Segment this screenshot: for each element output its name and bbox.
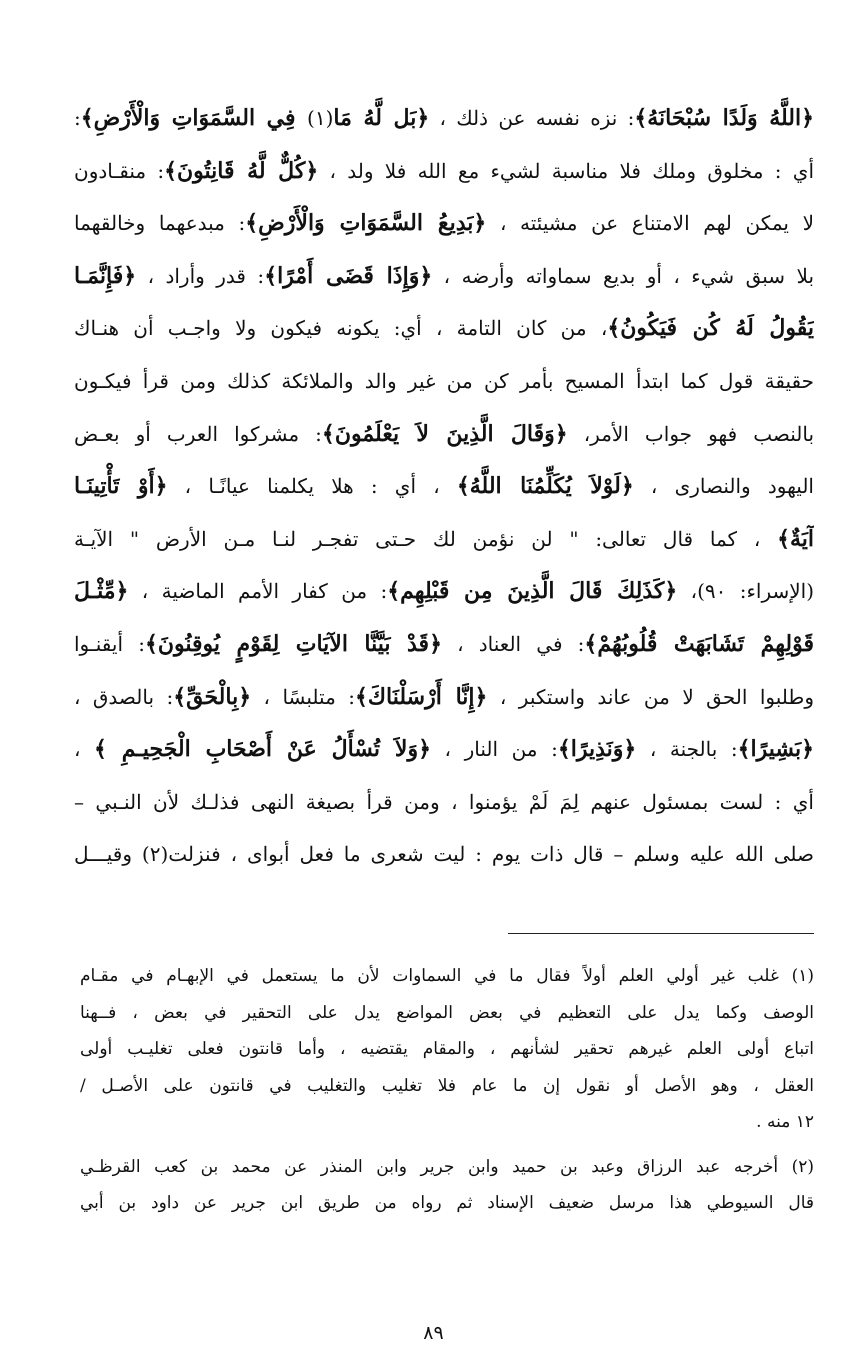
text-line	[74, 460, 814, 513]
quran-verse: ﴿وَلاَ تُسْأَلُ عَنْ أَصْحَابِ الْجَحِيـمِ ﴾	[94, 736, 431, 763]
footnote-line: اتباع أولى العلم غيرهم تحقير لشأنهم ، والمقام يقتضيه ، وأما قانتون فعلى تغليـب أولى	[80, 1039, 814, 1059]
footnote-line: الوصف وكما يدل على التعظيم في بعض المواضع يدل على التحقير في بعض ، فــهنا	[80, 1002, 814, 1023]
text-line	[74, 408, 814, 461]
footnote-divider	[508, 933, 814, 934]
text-line	[74, 723, 814, 776]
commentary-text: وطلبوا الحق لا من عاند واستكبر ،	[487, 684, 814, 709]
text-line	[74, 250, 814, 303]
quran-verse: ﴿بِالْحَقِّ﴾	[173, 683, 252, 710]
text-line	[74, 513, 814, 566]
quran-verse: ﴿لَوْلاَ يُكَلِّمُنَا اللَّهُ﴾	[456, 473, 634, 500]
commentary-text: : من كفار الأمم الماضية ،	[128, 579, 388, 604]
footnote-line: ١٢ منه .	[756, 1112, 814, 1132]
commentary-text: أي : مخلوق وملك فلا مناسبة لشيء مع الله فلا ولد ،	[318, 158, 814, 183]
commentary-text: : مبدعهما وخالقهما	[74, 211, 246, 236]
commentary-text: ، كما قال تعالى: " لن نؤمن لك حـتى تفجـر لنـا مـن الأرض " الآيـة	[74, 526, 778, 551]
commentary-text: ،	[74, 737, 95, 762]
quran-verse: آيَةٌ﴾	[777, 525, 814, 552]
text-line	[74, 92, 814, 145]
quran-verse: ﴿وَإِذَا قَضَى أَمْرًا﴾	[264, 262, 433, 289]
commentary-text: : بالصدق ،	[74, 684, 174, 709]
commentary-text: (الإسراء: ٩٠)،	[677, 579, 814, 604]
commentary-text: : قدر وأراد ،	[136, 263, 265, 288]
footnote-line: العقل ، وهو الأصل أو نقول إن ما عام فلا تغليب والتغليب في قانتون على الأصـل /	[80, 1075, 814, 1096]
commentary-text: :	[74, 106, 81, 130]
commentary-text: حقيقة قول كما ابتدأ المسيح بأمر كن من غير والد والملائكة كذلك ومن قرأ فيكـون	[74, 368, 814, 393]
commentary-text: : منقـادون	[74, 158, 165, 183]
commentary-text: (١)	[307, 106, 334, 130]
quran-verse: ﴿قَدْ بَيَّنَّا الآيَاتِ لِقَوْمٍ يُوقِنُونَ﴾	[144, 630, 442, 657]
text-line	[74, 618, 814, 671]
quran-verse: ﴿وَقَالَ الَّذِينَ لاَ يَعْلَمُونَ﴾	[321, 420, 568, 447]
commentary-text: : نزه نفسه عن ذلك ،	[429, 106, 635, 130]
quran-verse: قَوْلِهِمْ تَشَابَهَتْ قُلُوبُهُمْ﴾	[584, 630, 814, 657]
quran-verse: ﴿بَل لَّهُ مَا	[333, 105, 430, 131]
quran-verse: يَقُولُ لَهُ كُن فَيَكُونُ﴾	[607, 315, 814, 342]
text-line	[74, 828, 814, 881]
text-line	[74, 302, 814, 355]
quran-verse: ﴿وَنَذِيرًا﴾	[557, 736, 637, 763]
quran-verse: ﴿اللَّهُ وَلَدًا سُبْحَانَهُ﴾	[634, 105, 814, 131]
commentary-text: ، من كان التامة ، أي: يكونه فيكون ولا واجـب أن هنـاك	[74, 316, 608, 341]
text-line	[74, 671, 814, 724]
main-text-body	[74, 92, 814, 881]
quran-verse: ﴿بَدِيعُ السَّمَوَاتِ وَالْأَرْضِ﴾	[245, 210, 487, 237]
text-line	[74, 355, 814, 408]
commentary-text: ، أي : هلا يكلمنا عيانًـا ،	[167, 474, 457, 499]
commentary-text: وقيـــل	[74, 842, 142, 867]
commentary-text: أي : لست بمسئول عنهم لِمَ لَمْ يؤمنوا ، ومن قرأ بصيغة النهى فذلـك لأن النـبي –	[74, 789, 814, 814]
page-number: ٨٩	[423, 1322, 444, 1344]
quran-verse: ﴿بَشِيرًا﴾	[737, 736, 814, 763]
commentary-text: لا يمكن لهم الامتناع عن مشيئته ،	[486, 211, 814, 236]
quran-verse: ﴿أَوْ تَأْتِينَـا	[74, 473, 168, 500]
commentary-text: : متلبسًا ،	[251, 684, 355, 709]
text-line	[74, 565, 814, 618]
quran-verse: ﴿كُلٌّ لَّهُ قَانِتُونَ﴾	[164, 157, 319, 184]
footnote-line: (٢) أخرجه عبد الرزاق وعبد بن حميد وابن جرير وابن المنذر عن محمد بن كعب القرظـي	[80, 1156, 814, 1177]
commentary-text: : أيقنـوا	[74, 631, 145, 656]
commentary-text: : بالجنة ،	[636, 737, 738, 762]
commentary-text: (٢)	[141, 842, 169, 867]
footnote-line: (١) غلب غير أولي العلم أولاً فقال ما في السماوات لأن ما يستعمل في الإبهـام في مقـام	[80, 966, 814, 986]
quran-verse: ﴿مِّثْـلَ	[74, 578, 129, 605]
commentary-text: بالنصب فهو جواب الأمر،	[567, 421, 814, 446]
commentary-text: صلى الله عليه وسلم – قال ذات يوم : ليت شعرى ما فعل أبواى ، فنزلت	[168, 842, 814, 867]
text-line	[74, 145, 814, 198]
text-line	[74, 197, 814, 250]
commentary-text: اليهود والنصارى ،	[633, 474, 814, 499]
quran-verse: ﴿كَذَلِكَ قَالَ الَّذِينَ مِن قَبْلِهِم﴾	[387, 578, 678, 605]
commentary-text: : في العناد ،	[441, 631, 585, 656]
quran-verse: فِي السَّمَوَاتِ وَالْأَرْضِ﴾	[80, 105, 308, 131]
quran-verse: ﴿فَإِنَّمَـا	[74, 262, 137, 289]
commentary-text: بلا سبق شيء ، أو بديع سماواته وأرضه ،	[432, 263, 814, 288]
commentary-text: : من النار ،	[430, 737, 558, 762]
footnotes-section	[80, 958, 814, 1222]
quran-verse: ﴿إِنَّا أَرْسَلْنَاكَ﴾	[355, 683, 488, 710]
text-line	[74, 776, 814, 829]
footnote-line: قال السيوطي هذا مرسل ضعيف الإسناد ثم رواه من طريق ابن جرير عن داود بن أبي	[80, 1193, 814, 1213]
commentary-text: : مشركوا العرب أو بعـض	[74, 421, 322, 446]
